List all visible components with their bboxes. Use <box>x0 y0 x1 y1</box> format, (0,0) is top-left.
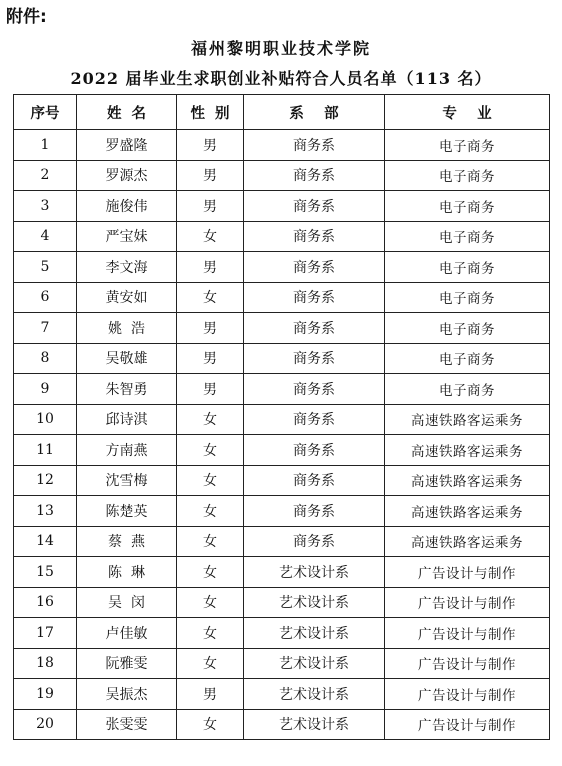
column-header-number: 序号 <box>14 95 77 130</box>
cell-gender: 女 <box>177 709 244 740</box>
cell-department: 商务系 <box>244 221 385 252</box>
cell-gender: 男 <box>177 313 244 344</box>
table-row <box>14 221 550 252</box>
cell-department: 艺术设计系 <box>244 587 385 618</box>
cell-major: 广告设计与制作 <box>385 648 550 679</box>
cell-gender: 女 <box>177 587 244 618</box>
cell-department: 艺术设计系 <box>244 648 385 679</box>
cell-number: 1 <box>14 130 77 161</box>
cell-major: 广告设计与制作 <box>385 679 550 710</box>
cell-major: 广告设计与制作 <box>385 587 550 618</box>
table-row <box>14 618 550 649</box>
cell-department: 商务系 <box>244 191 385 222</box>
cell-major: 广告设计与制作 <box>385 557 550 588</box>
cell-gender: 男 <box>177 191 244 222</box>
cell-number: 3 <box>14 191 77 222</box>
cell-name: 施俊伟 <box>77 191 177 222</box>
cell-name: 吴振杰 <box>77 679 177 710</box>
cell-number: 8 <box>14 343 77 374</box>
table-header-row <box>14 95 550 130</box>
table-row <box>14 709 550 740</box>
table-row <box>14 374 550 405</box>
table-row <box>14 343 550 374</box>
document-title: 2022 届毕业生求职创业补贴符合人员名单（113 名） <box>70 69 492 88</box>
cell-gender: 男 <box>177 374 244 405</box>
cell-name: 陈 琳 <box>77 557 177 588</box>
cell-department: 艺术设计系 <box>244 618 385 649</box>
cell-department: 商务系 <box>244 374 385 405</box>
cell-major: 电子商务 <box>385 130 550 161</box>
cell-name: 沈雪梅 <box>77 465 177 496</box>
cell-number: 7 <box>14 313 77 344</box>
column-header-department: 系 部 <box>244 95 385 130</box>
cell-department: 商务系 <box>244 313 385 344</box>
cell-name: 方南燕 <box>77 435 177 466</box>
table-row <box>14 496 550 527</box>
table-body <box>14 130 550 740</box>
cell-gender: 女 <box>177 404 244 435</box>
cell-name: 邱诗淇 <box>77 404 177 435</box>
cell-number: 5 <box>14 252 77 283</box>
cell-number: 12 <box>14 465 77 496</box>
cell-name: 罗盛隆 <box>77 130 177 161</box>
cell-major: 广告设计与制作 <box>385 618 550 649</box>
column-header-major: 专 业 <box>385 95 550 130</box>
cell-number: 4 <box>14 221 77 252</box>
cell-name: 阮雅雯 <box>77 648 177 679</box>
cell-department: 艺术设计系 <box>244 557 385 588</box>
cell-gender: 男 <box>177 130 244 161</box>
cell-gender: 女 <box>177 496 244 527</box>
cell-major: 高速铁路客运乘务 <box>385 465 550 496</box>
cell-department: 商务系 <box>244 343 385 374</box>
cell-major: 广告设计与制作 <box>385 709 550 740</box>
school-name: 福州黎明职业技术学院 <box>190 39 371 58</box>
cell-number: 20 <box>14 709 77 740</box>
table-row <box>14 587 550 618</box>
cell-number: 10 <box>14 404 77 435</box>
table-row <box>14 557 550 588</box>
cell-department: 商务系 <box>244 526 385 557</box>
cell-name: 朱智勇 <box>77 374 177 405</box>
cell-name: 李文海 <box>77 252 177 283</box>
cell-name: 陈楚英 <box>77 496 177 527</box>
column-header-name: 姓 名 <box>77 95 177 130</box>
cell-number: 18 <box>14 648 77 679</box>
table-row <box>14 404 550 435</box>
table-row <box>14 160 550 191</box>
recipients-table <box>13 94 550 740</box>
cell-department: 艺术设计系 <box>244 709 385 740</box>
cell-department: 商务系 <box>244 496 385 527</box>
cell-number: 16 <box>14 587 77 618</box>
cell-number: 19 <box>14 679 77 710</box>
cell-department: 商务系 <box>244 252 385 283</box>
table-row <box>14 679 550 710</box>
cell-department: 商务系 <box>244 130 385 161</box>
table-row <box>14 526 550 557</box>
cell-name: 罗源杰 <box>77 160 177 191</box>
cell-gender: 女 <box>177 282 244 313</box>
cell-gender: 男 <box>177 252 244 283</box>
cell-major: 高速铁路客运乘务 <box>385 496 550 527</box>
cell-number: 15 <box>14 557 77 588</box>
cell-name: 黄安如 <box>77 282 177 313</box>
cell-name: 吴敬雄 <box>77 343 177 374</box>
cell-gender: 女 <box>177 526 244 557</box>
cell-major: 电子商务 <box>385 343 550 374</box>
table-row <box>14 130 550 161</box>
cell-department: 商务系 <box>244 404 385 435</box>
cell-name: 姚 浩 <box>77 313 177 344</box>
cell-number: 11 <box>14 435 77 466</box>
cell-gender: 女 <box>177 557 244 588</box>
cell-number: 14 <box>14 526 77 557</box>
cell-name: 严宝妹 <box>77 221 177 252</box>
cell-number: 17 <box>14 618 77 649</box>
table-row <box>14 465 550 496</box>
cell-gender: 女 <box>177 618 244 649</box>
column-header-gender: 性 别 <box>177 95 244 130</box>
cell-major: 电子商务 <box>385 374 550 405</box>
attachment-label: 附件: <box>6 7 47 27</box>
cell-major: 高速铁路客运乘务 <box>385 404 550 435</box>
cell-major: 电子商务 <box>385 221 550 252</box>
cell-name: 张雯雯 <box>77 709 177 740</box>
cell-name: 卢佳敏 <box>77 618 177 649</box>
cell-number: 2 <box>14 160 77 191</box>
cell-gender: 女 <box>177 221 244 252</box>
cell-gender: 男 <box>177 343 244 374</box>
cell-department: 艺术设计系 <box>244 679 385 710</box>
cell-number: 9 <box>14 374 77 405</box>
cell-department: 商务系 <box>244 160 385 191</box>
table-row <box>14 313 550 344</box>
table-row <box>14 252 550 283</box>
cell-gender: 男 <box>177 160 244 191</box>
table-row <box>14 282 550 313</box>
cell-major: 电子商务 <box>385 313 550 344</box>
table-row <box>14 435 550 466</box>
cell-major: 高速铁路客运乘务 <box>385 435 550 466</box>
table-row <box>14 191 550 222</box>
cell-gender: 女 <box>177 435 244 466</box>
cell-number: 6 <box>14 282 77 313</box>
cell-number: 13 <box>14 496 77 527</box>
cell-name: 蔡 燕 <box>77 526 177 557</box>
cell-name: 吴 闵 <box>77 587 177 618</box>
cell-gender: 男 <box>177 679 244 710</box>
table-row <box>14 648 550 679</box>
cell-department: 商务系 <box>244 282 385 313</box>
cell-gender: 女 <box>177 465 244 496</box>
cell-department: 商务系 <box>244 435 385 466</box>
cell-major: 电子商务 <box>385 191 550 222</box>
cell-department: 商务系 <box>244 465 385 496</box>
cell-major: 电子商务 <box>385 282 550 313</box>
cell-major: 电子商务 <box>385 252 550 283</box>
cell-major: 高速铁路客运乘务 <box>385 526 550 557</box>
cell-major: 电子商务 <box>385 160 550 191</box>
cell-gender: 女 <box>177 648 244 679</box>
